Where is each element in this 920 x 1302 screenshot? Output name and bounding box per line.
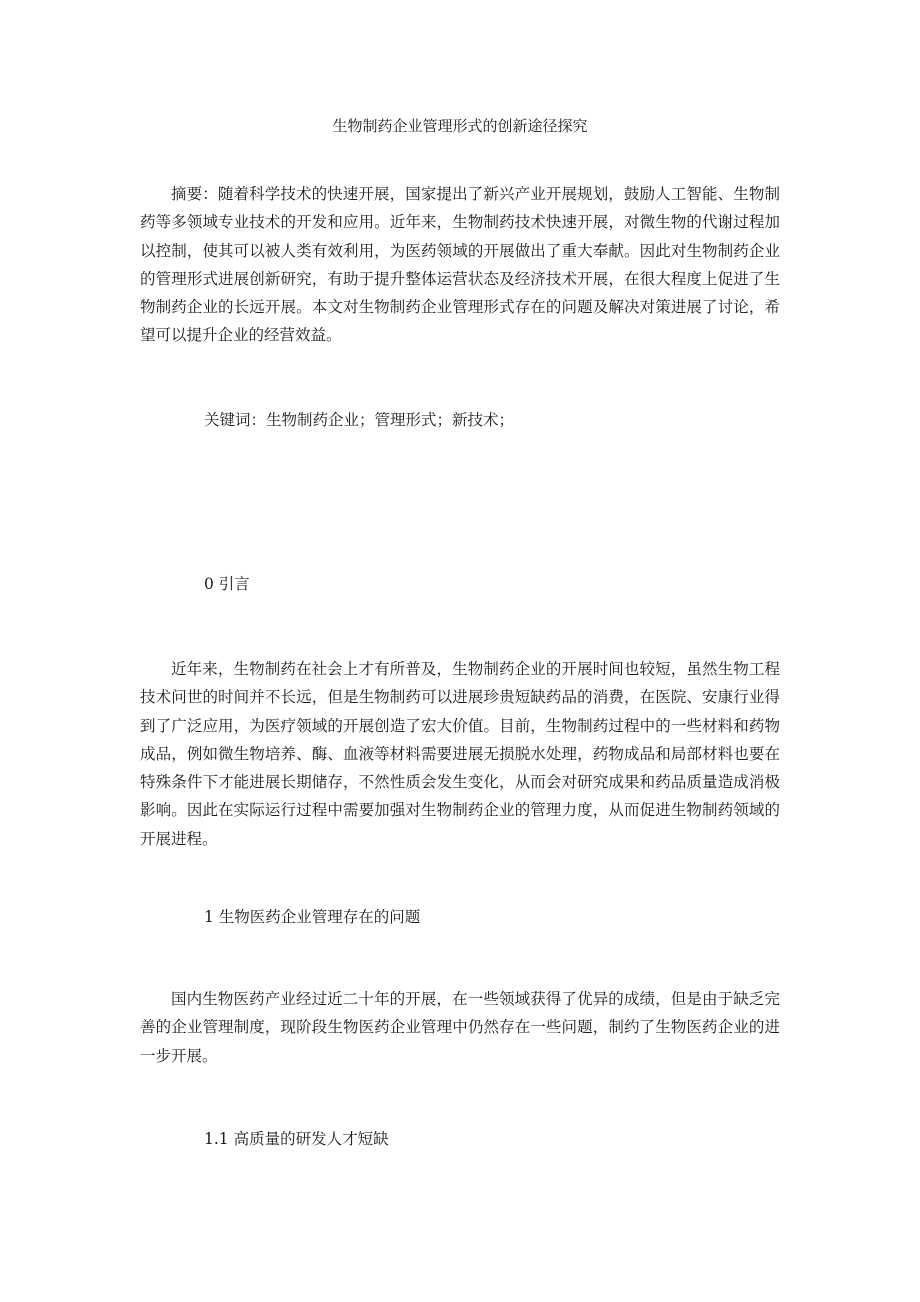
document-title: 生物制药企业管理形式的创新途径探究 (332, 117, 588, 135)
section-1-paragraph: 国内生物医药产业经过近二十年的开展，在一些领域获得了优异的成绩，但是由于缺乏完善的企业管理制度，现阶段生物医药企业管理中仍然存在一些问题，制约了生物医药企业的进一步开展。 (140, 990, 780, 1065)
keywords-line: 关键词：生物制药企业；管理形式；新技术； (204, 411, 515, 429)
section-heading-introduction: 0 引言 (204, 575, 250, 593)
section-heading-1-1: 1.1 高质量的研发人才短缺 (204, 1130, 389, 1148)
section-heading-1: 1 生物医药企业管理存在的问题 (204, 908, 421, 926)
abstract-paragraph: 摘要：随着科学技术的快速开展，国家提出了新兴产业开展规划，鼓励人工智能、生物制药等多领域专业技术的开发和应用。近年来，生物制药技术快速开展，对微生物的代谢过程加以控制，使其可以被人类有效利用，为医药领域的开展做出了重大奉献。因此对生物制药企业的管理形式进展创新研究，有助于提升整体运营状态及经济技术开展，在很大程度上促进了生物制药企业的长远开展。本文对生物制药企业管理形式存在的问题及解决对策进展了讨论，希望可以提升企业的经营效益。 (140, 185, 780, 345)
introduction-paragraph: 近年来，生物制药在社会上才有所普及，生物制药企业的开展时间也较短，虽然生物工程技术问世的时间并不长远，但是生物制药可以进展珍贵短缺药品的消费，在医院、安康行业得到了广泛应用，为医疗领域的开展创造了宏大价值。目前，生物制药过程中的一些材料和药物成品，例如微生物培养、酶、血液等材料需要进展无损脱水处理，药物成品和局部材料也要在特殊条件下才能进展长期储存，不然性质会发生变化，从而会对研究成果和药品质量造成消极影响。因此在实际运行过程中需要加强对生物制药企业的管理力度，从而促进生物制药领域的开展进程。 (140, 660, 780, 848)
